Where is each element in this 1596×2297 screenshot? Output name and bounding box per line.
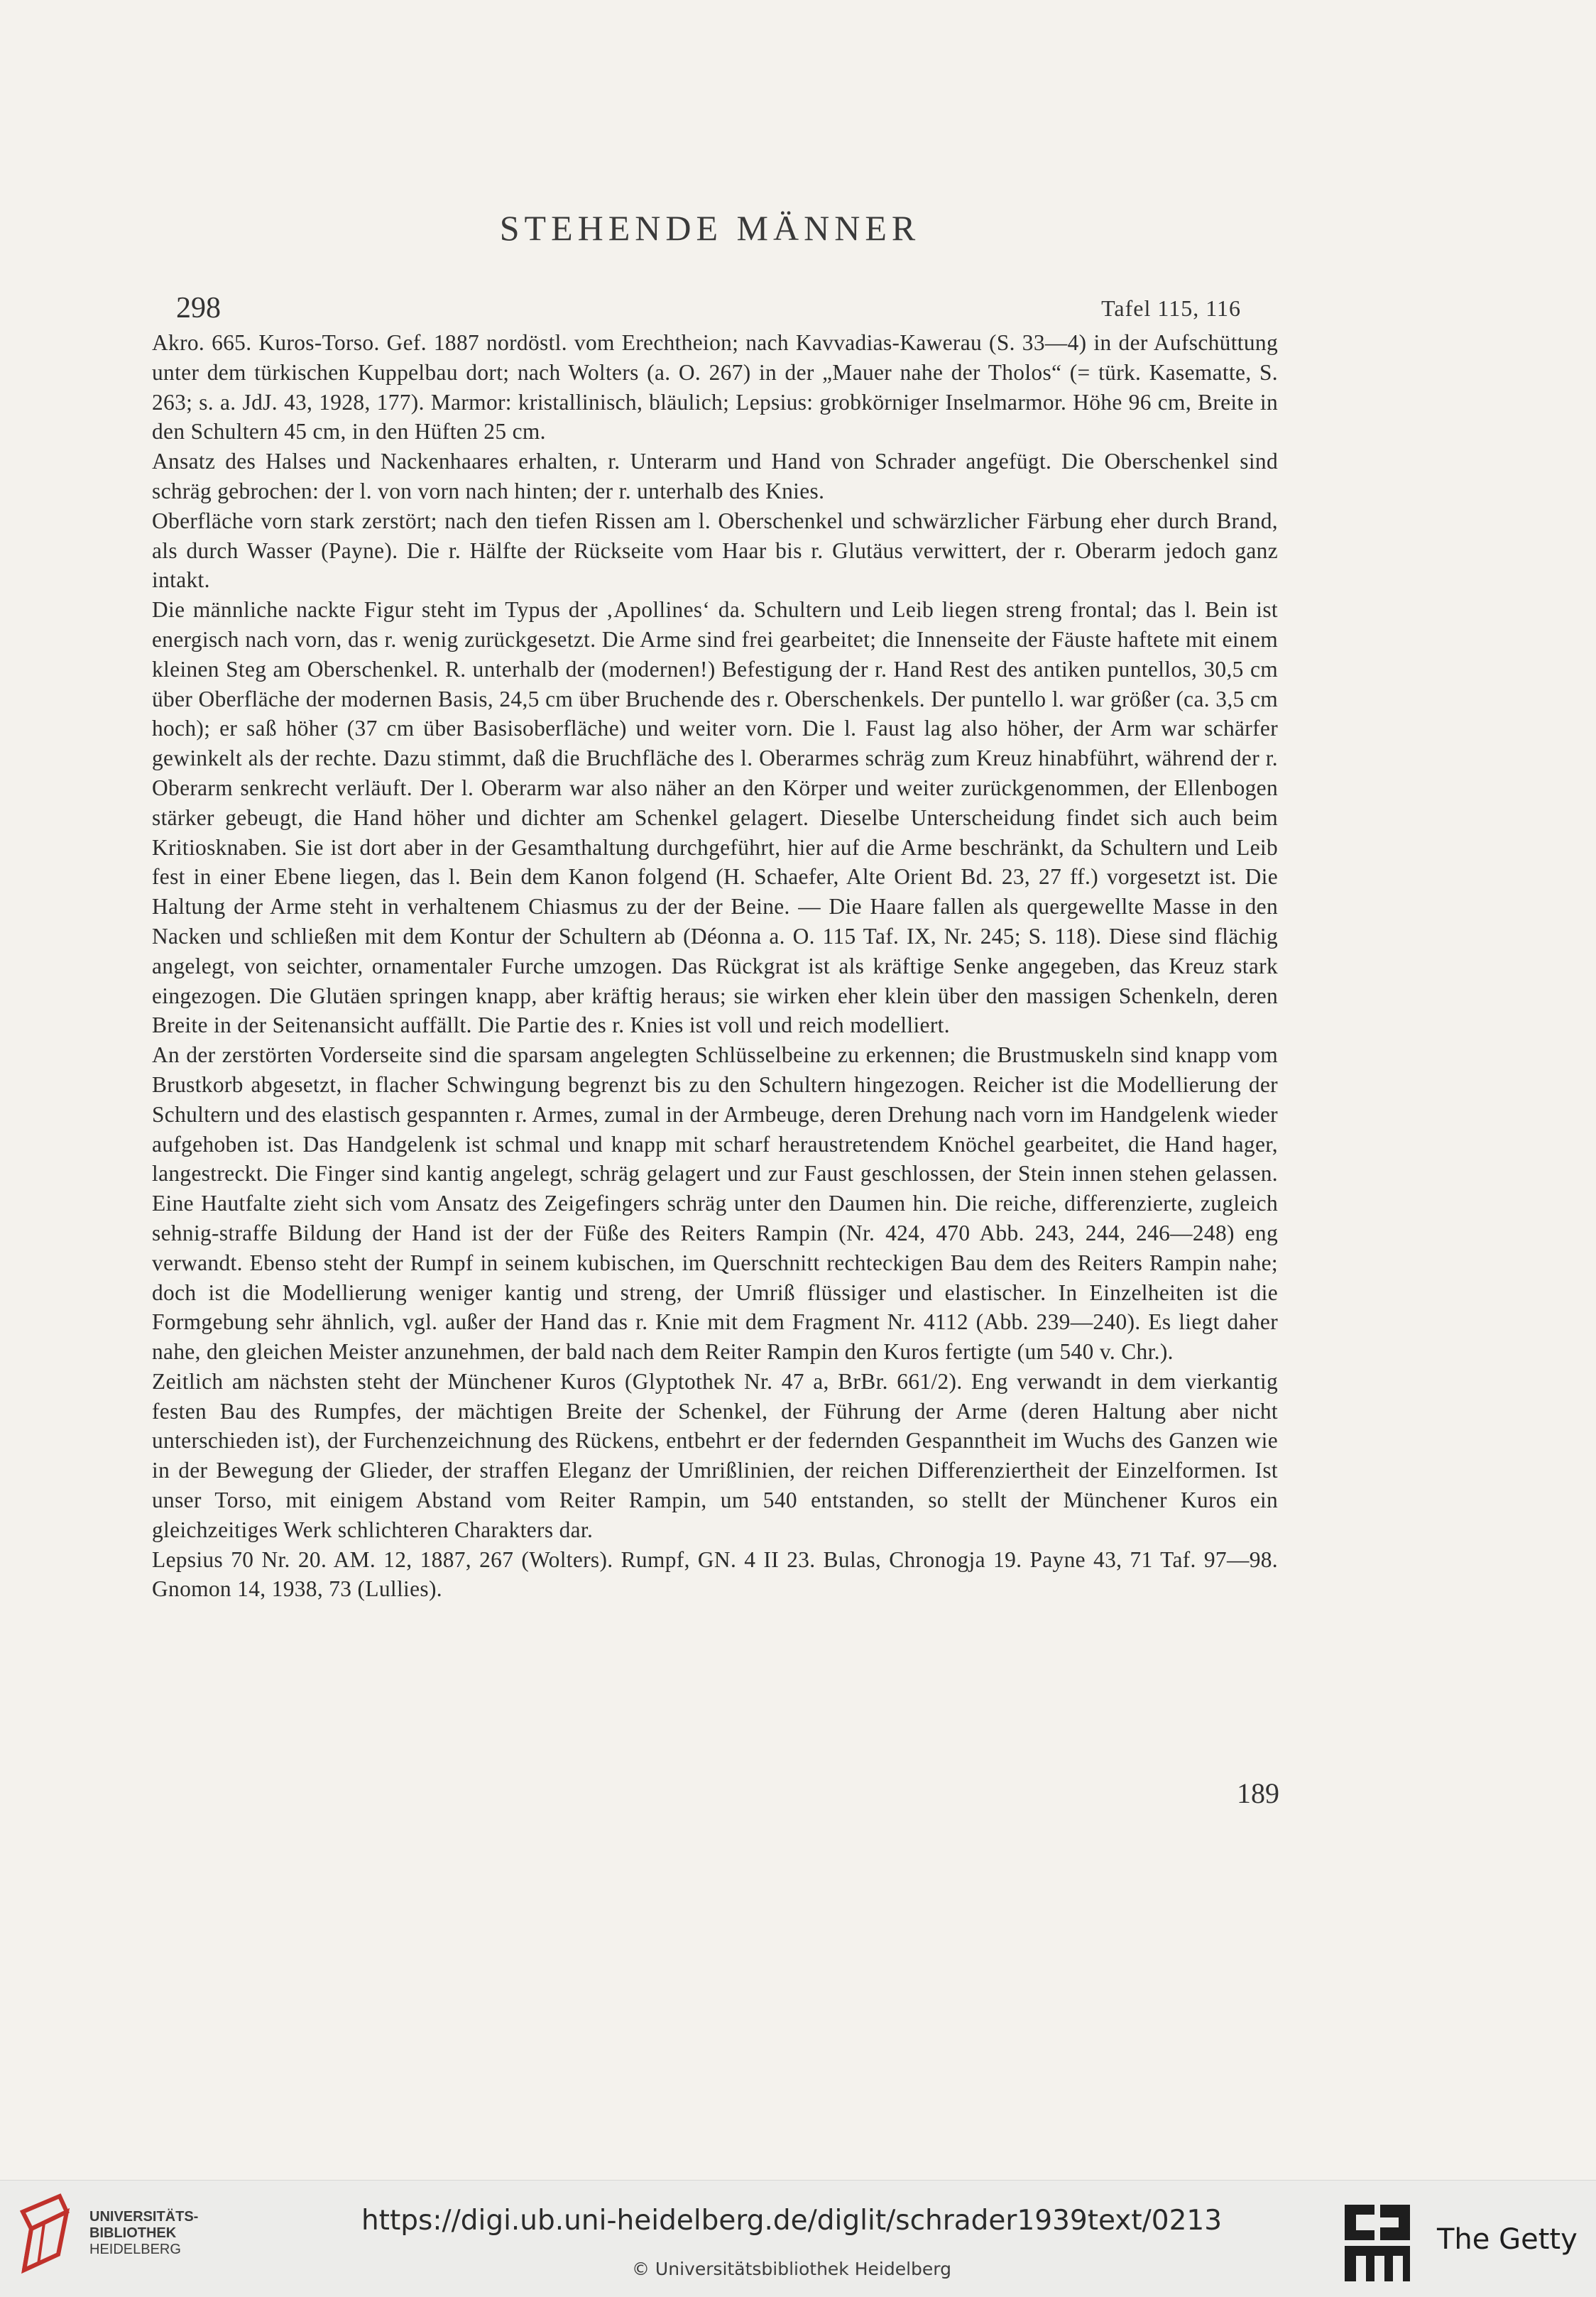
catalog-entry-number: 298	[176, 292, 221, 324]
plate-reference: Tafel 115, 116	[1101, 295, 1241, 321]
library-name	[89, 2209, 198, 2258]
getty-logo-icon	[1342, 2202, 1413, 2286]
university-library-logo	[16, 2190, 80, 2290]
library-name-line: UNIVERSITÄTS-	[89, 2209, 199, 2225]
page-heading: STEHENDE MÄNNER	[499, 208, 921, 248]
paragraph-modelling: An der zerstörten Vorderseite sind die sparsam angelegten Schlüsselbeine zu erkennen; die Brustmuskeln sind knapp vom Brustkorb abgesetzt, in flacher Schwingung begrenzt bis zu den Schultern hingezogen. Reicher ist die Modellierung der Schultern und des elastisch gespannten r. Armes, zumal in der Armbeuge, deren Drehung nach vorn im Handgelenk wieder aufgehoben ist. Das Handgelenk ist schmal und knapp mit scharf heraustretendem Knöchel gearbeitet, die Hand hager, langestreckt. Die Finger sind kantig angelegt, schräg gelagert und zur Faust geschlossen, der Stein innen stehen gelassen. Eine Hautfalte zieht sich vom Ansatz des Zeigefingers schräg unter den Daumen hin. Die reiche, differenzierte, zugleich sehnig-straffe Bildung der Hand ist der der Füße des Reiters Rampin (Nr. 424, 470 Abb. 243, 244, 246—248) eng verwandt. Ebenso steht der Rumpf in seinem kubischen, im Querschnitt rechteckigen Bau dem des Reiters Rampin nahe; doch ist die Modellierung weniger kantig und streng, der Umriß flüssiger und elastischer. In Einzelheiten ist die Formgebung sehr ähnlich, vgl. außer der Hand das r. Knie mit dem Fragment Nr. 4112 (Abb. 239—240). Es liegt daher nahe, den gleichen Meister anzunehmen, der bald nach dem Reiter Rampin den Kuros fertigte (um 540 v. Chr.).	[152, 1042, 1278, 1365]
paragraph-bibliography: Lepsius 70 Nr. 20. AM. 12, 1887, 267 (Wolters). Rumpf, GN. 4 II 23. Bulas, Chronogja 19. Payne 43, 71 Taf. 97—98. Gnomon 14, 1938, 73 (Lullies).	[152, 1546, 1278, 1602]
entry-body	[152, 328, 1278, 1604]
page-number: 189	[1237, 1777, 1279, 1809]
paragraph-preservation: Ansatz des Halses und Nackenhaares erhalten, r. Unterarm und Hand von Schrader angefügt. Die Oberschenkel sind schräg gebrochen: der l. von vorn nach hinten; der r. unterhalb des Knies.	[152, 449, 1278, 503]
library-name-line: BIBLIOTHEK	[89, 2225, 177, 2241]
paragraph-surface: Oberfläche vorn stark zerstört; nach den tiefen Rissen am l. Oberschenkel und schwärzlicher Färbung eher durch Brand, als durch Wasser (Payne). Die r. Hälfte der Rückseite vom Haar bis r. Glutäus verwittert, der r. Oberarm jedoch ganz intakt.	[152, 508, 1278, 593]
copyright-notice: © Universitätsbibliothek Heidelberg	[631, 2259, 951, 2279]
permalink-url[interactable]: https://digi.ub.uni-heidelberg.de/diglit/schrader1939text/0213	[361, 2205, 1223, 2237]
paragraph-comparison: Zeitlich am nächsten steht der Münchener Kuros (Glyptothek Nr. 47 a, BrBr. 661/2). Eng verwandt in dem vierkantig festen Bau des Rumpfes, der mächtigen Breite der Schenkel, der Führung der Arme (deren Haltung aber nicht unterschieden ist), der Furchenzeichnung des Rückens, entbehrt er der federnden Gespanntheit im Wuchs des Ganzen wie in der Bewegung der Glieder, der straffen Eleganz der Umrißlinien, der reichen Differenziertheit der Einzelformen. Ist unser Torso, mit einigem Abstand vom Reiter Rampin, um 540 entstanden, so stellt der Münchener Kuros ein gleichzeitiges Werk schlichteren Charakters dar.	[152, 1368, 1278, 1542]
viewer-footer	[0, 2180, 1596, 2297]
paragraph-find-context: Akro. 665. Kuros-Torso. Gef. 1887 nordöstl. vom Erechtheion; nach Kavvadias-Kawerau (S. 33—4) in der Aufschüttung unter dem türkischen Kuppelbau dort; nach Wolters (a. O. 267) in der „Mauer nahe der Tholos“ (= türk. Kasematte, S. 263; s. a. JdJ. 43, 1928, 177). Marmor: kristallinisch, bläulich; Lepsius: grobkörniger Inselmarmor. Höhe 96 cm, Breite in den Schultern 45 cm, in den Hüften 25 cm.	[152, 330, 1278, 444]
paragraph-description: Die männliche nackte Figur steht im Typus der ‚Apollines‘ da. Schultern und Leib liegen streng frontal; das l. Bein ist energisch nach vorn, das r. wenig zurückgesetzt. Die Arme sind frei gearbeitet; die Innenseite der Fäuste haftete mit einem kleinen Steg am Oberschenkel. R. unterhalb der (modernen!) Befestigung der r. Hand Rest des antiken puntellos, 30,5 cm über Oberfläche der modernen Basis, 24,5 cm über Bruchende des r. Oberschenkels. Der puntello l. war größer (ca. 3,5 cm hoch); er saß höher (37 cm über Basisoberfläche) und weiter vorn. Die l. Faust lag also höher, der Arm war schärfer gewinkelt als der rechte. Dazu stimmt, daß die Bruchfläche des l. Oberarmes schräg zum Kreuz hinabführt, während der r. Oberarm senkrecht verläuft. Der l. Oberarm war also näher an den Körper und weiter zurückgenommen, der Ellenbogen stärker gebeugt, die Hand höher und dichter am Schenkel gelagert. Dieselbe Unterscheidung findet sich auch beim Kritiosknaben. Sie ist dort aber in der Gesamthaltung durchgeführt, hier auf die Arme beschränkt, da Schultern und Leib fest in einer Ebene liegen, das l. Bein dem Kanon folgend (H. Schaefer, Alte Orient Bd. 23, 27 ff.) vorgesetzt ist. Die Haltung der Arme steht in verhaltenem Chiasmus zu der der Beine. — Die Haare fallen als quergewellte Masse in den Nacken und schließen mit dem Kontur der Schultern ab (Déonna a. O. 115 Taf. IX, Nr. 245; S. 118). Diese sind flächig angelegt, von seichter, ornamentaler Furche umzogen. Das Rückgrat ist als kräftige Senke angegeben, das Kreuz stark eingezogen. Die Glutäen springen knapp, aber kräftig heraus; sie wirken eher klein über den massigen Schenkeln, deren Breite in der Seitenansicht auffällt. Die Partie des r. Knies ist voll und reich modelliert.	[152, 597, 1278, 1038]
library-name-line: HEIDELBERG	[89, 2242, 181, 2257]
getty-label: The Getty	[1437, 2223, 1578, 2256]
